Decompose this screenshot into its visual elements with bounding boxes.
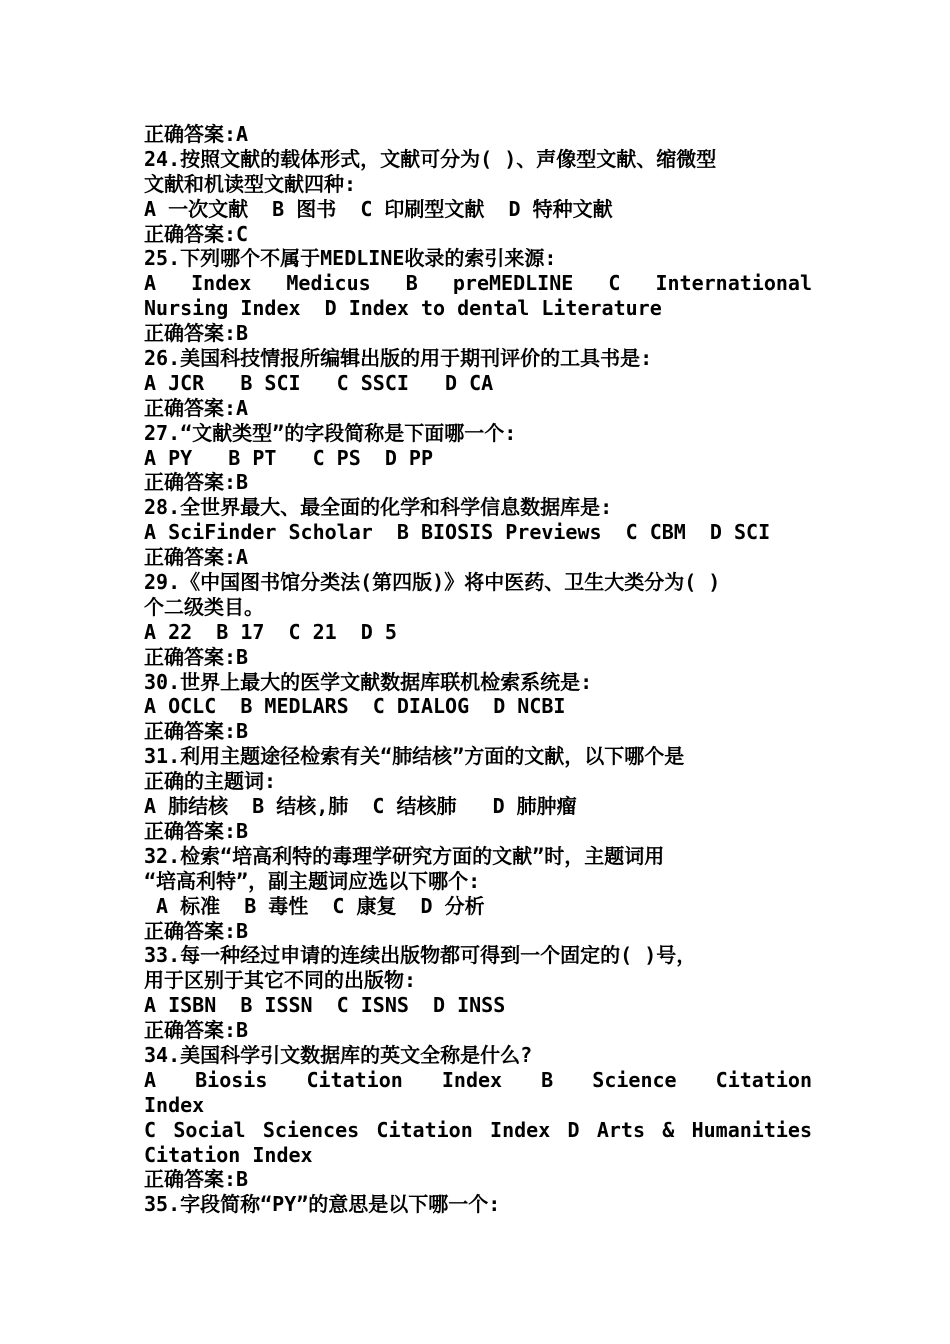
options-line: A ISBN B ISSN C ISNS D INSS [144,993,506,1018]
options-line: A 肺结核 B 结核,肺 C 结核肺 D 肺肿瘤 [144,794,577,819]
options-line: A 标准 B 毒性 C 康复 D 分析 [144,893,485,918]
answer-line: 正确答案:B [144,918,249,943]
question-line: 25.下列哪个不属于MEDLINE收录的索引来源: [144,246,557,271]
question-line: 30.世界上最大的医学文献数据库联机检索系统是: [144,669,593,694]
question-line: 34.美国科学引文数据库的英文全称是什么? [144,1042,533,1067]
options-line: A SciFinder Scholar B BIOSIS Previews C CBM D SCI [144,520,771,545]
answer-line: 正确答案:A [144,395,249,420]
options-line: A Index Medicus B preMEDLINE C International [144,271,812,296]
options-line: A PY B PT C PS D PP [144,445,433,470]
question-line: 正确的主题词: [144,769,277,794]
options-line: A Biosis Citation Index B Science Citation [144,1067,812,1092]
options-line: A OCLC B MEDLARS C DIALOG D NCBI [144,694,566,719]
answer-line: 正确答案:A [144,122,249,146]
answer-line: 正确答案:B [144,1018,249,1043]
question-line: 32.检索“培高利特的毒理学研究方面的文献”时，主题词用 [144,843,665,868]
answer-line: 正确答案:B [144,1167,249,1192]
options-line: A JCR B SCI C SSCI D CA [144,370,494,395]
question-line: 用于区别于其它不同的出版物: [144,968,417,993]
answer-line: 正确答案:B [144,818,249,843]
options-line: A 一次文献 B 图书 C 印刷型文献 D 特种文献 [144,196,613,221]
question-line: 35.字段简称“PY”的意思是以下哪一个: [144,1192,501,1217]
question-line: 24.按照文献的载体形式，文献可分为( )、声像型文献、缩微型 [144,146,717,171]
question-line: 27.“文献类型”的字段简称是下面哪一个: [144,420,517,445]
options-line: C Social Sciences Citation Index D Arts & Humanities [144,1117,812,1142]
options-line: Nursing Index D Index to dental Literature [144,296,662,321]
question-line: 28.全世界最大、最全面的化学和科学信息数据库是: [144,495,613,520]
answer-line: 正确答案:B [144,644,249,669]
options-line: Index [144,1092,205,1117]
answer-line: 正确答案:A [144,545,249,570]
answer-line: 正确答案:B [144,321,249,346]
answer-line: 正确答案:B [144,719,249,744]
answer-line: 正确答案:C [144,221,249,246]
question-line: 31.利用主题途径检索有关“肺结核”方面的文献，以下哪个是 [144,744,685,769]
question-line: “培高利特”，副主题词应选以下哪个: [144,868,481,893]
question-line: 29.《中国图书馆分类法(第四版)》将中医药、卫生大类分为( ) [144,570,721,595]
answer-line: 正确答案:B [144,470,249,495]
document-page [144,122,812,1217]
options-line: A 22 B 17 C 21 D 5 [144,619,397,644]
question-line: 26.美国科技情报所编辑出版的用于期刊评价的工具书是: [144,346,653,371]
question-line: 个二级类目。 [144,594,264,619]
options-line: Citation Index [144,1142,313,1167]
question-line: 33.每一种经过申请的连续出版物都可得到一个固定的( )号， [144,943,697,968]
question-line: 文献和机读型文献四种: [144,171,357,196]
